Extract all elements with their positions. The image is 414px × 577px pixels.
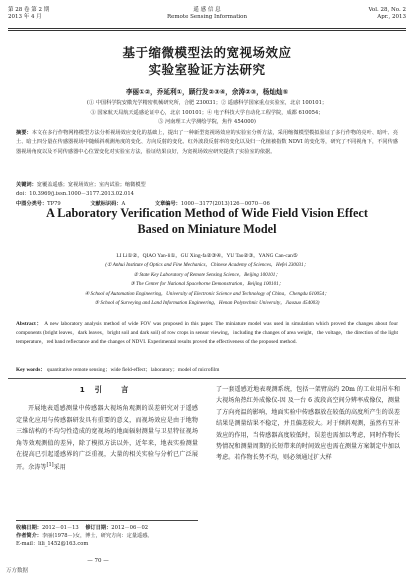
email-label: E-mail： [16, 541, 39, 548]
keywords-en-label: Key words： [16, 367, 46, 373]
volume-issue: 第 28 卷 第 2 期 [8, 7, 50, 13]
affiliations-cn [0, 99, 414, 128]
section-heading-introduction [16, 384, 198, 395]
doc-code-value: A [121, 200, 126, 207]
affiliation-en-3: ③ The Center for National Spaceborne Demonstration，Beijing 100101； [130, 281, 284, 287]
affiliation-en-4: ④ School of Automation Engineering，University of Electronic Science and Technology of China，Chengdu 610054； [84, 290, 330, 297]
footnote-email [16, 540, 198, 548]
email-value: lili_1452@163.com [38, 541, 89, 548]
footnote [16, 520, 198, 549]
affiliation-cn-2: ③ 国家航天局航天遥感论证中心，北京 100101；④ 电子科技大学自动化工程学院，成都 610054； [90, 109, 324, 116]
volume-issue-en: Vol. 28, No. 2 [368, 7, 406, 13]
watermark: 万方数据 [6, 568, 29, 574]
intro-paragraph-left [16, 403, 198, 473]
author-bio: 李丽(1978－)女，博士，研究方向：定量遥感。 [41, 533, 153, 540]
abstract-cn-label: 摘要： [16, 130, 32, 136]
body-left-column [16, 384, 198, 474]
affiliation-cn-1: (① 中国科学院安徽光学精密机械研究所，合肥 230031；② 遥感科学国家重点实验室，北京 100101； [86, 100, 328, 106]
issue-info-en [368, 7, 406, 21]
section-title: 引 言 [94, 385, 135, 394]
meta-cn [16, 181, 398, 209]
section-divider [8, 378, 406, 379]
header-rule [8, 30, 406, 31]
intro-text-right: 了一套遥感近地表观测系统，包括一架臂高约 20m 的工业用吊车和大视场角热红外成像仪-因 及一台 6 波段高空间分辨率成像仪，测量了方向亮温的影响，地面实验中传感器放在较低的高度所产生的误差结果是测量结果不稳定，并且偏差较大。对于倾斜观测，虽然有互补效应的作用，当传感器高度较低时，误差也需加以考虑，同时作物长势情况和测量周期的长短带来的时间效应也需在测量方案制定中加以考虑。若作物长势不均，则必须通过扩大样 [216, 386, 400, 462]
author-label: 作者简介： [16, 533, 42, 540]
authors-cn: 李丽①②，乔延利①，顾行发②③④，余涛②③，杨灿灿⑤ [125, 88, 289, 96]
footnote-author [16, 532, 198, 540]
footnote-dates [16, 524, 198, 532]
article-no-label: 文章编号： [154, 200, 181, 207]
title-en-line2: Based on Miniature Model [137, 221, 277, 236]
keywords-cn-text: 宽覆盖遥感；宽视场效应；室内试验；缩微模型 [36, 182, 146, 188]
revised-label: 修订日期： [85, 525, 112, 531]
affiliation-en-5: ⑤ School of Surveying and Land Information Engineering，Henan Polytechnic University，Jiaozuo 454003) [94, 300, 320, 306]
journal-header [8, 6, 406, 29]
title-cn-line1: 基于缩微模型法的宽视场效应 [122, 45, 292, 60]
body-right-column [216, 384, 400, 464]
keywords-en [16, 365, 398, 373]
citation-ref: [1] [46, 462, 54, 469]
keywords-cn [16, 181, 398, 190]
section-number: 1 [79, 385, 85, 394]
abstract-en [16, 320, 398, 348]
received-date: 2012－01－13 [41, 525, 79, 531]
affiliations-en [12, 261, 402, 309]
title-cn-line2: 实验室验证方法研究 [148, 62, 266, 77]
doc-code-label: 文献标识码： [90, 200, 122, 207]
page-number: — 70 — [87, 558, 109, 564]
title-cn [0, 44, 414, 78]
abstract-en-label: Abstract： [16, 321, 43, 327]
journal-name [8, 7, 406, 21]
affiliation-cn-3: ⑤ 河南理工大学测绘学院，焦作 454000) [158, 119, 256, 125]
received-label: 收稿日期： [16, 525, 42, 531]
intro-text-left: 开展地表遥感测量中传感器大视场角观测的误差研究对于遥感定量化应用与传感器研发具有重要的意义，而视场效应是由于地物三维结构的不均匀性造成的宽视场的地面辐射测量与卫星特征视场角等效观测值的差异，除了模拟方法以外，近年来，地表实验测量在提高已引起遥感界的广泛重视，大量的相关实验与分析已广泛展开。余涛等 [16, 405, 198, 472]
keywords-en-text: quantitative remote sensing；wide field-effect；laboratory；model of microfilm [46, 367, 220, 373]
issue-date: 2013 年 4 月 [8, 14, 42, 20]
authors-en: LI Li①②，QIAO Yan-li①，GU Xing-fa②③④，YU Tao②③，YANG Can-can⑤ [116, 253, 298, 259]
title-en [0, 206, 414, 237]
clc-label: 中图分类号： [16, 200, 48, 207]
issue-date-en: Apr., 2013 [377, 14, 406, 20]
revised-date: 2012－06－02 [111, 525, 149, 531]
abstract-cn-text: 本文在多行作物网格模型方法分析视场效应变化的基础上，提出了一种新型宽视场效应的实验室分析方法，采用缩微模型模拟验证了多行作物的亮叶、暗叶、亮土、暗土四分量在传感器视场中随倾斜观测角度的变化、方向反射的变化、红外波段反射率的变化以及归一化植被指数 NDVI 的变化等，研究了不同视角下，不同传感器视场角度以及不同传感器中心位置变化对实验室方法，验证结果良好，为宽视场效应研究提供了实验室的依据。 [16, 130, 398, 155]
keywords-cn-label: 关键词： [16, 182, 37, 188]
abstract-en-text: A new laboratory analysis method of wide FOV was proposed in this paper. The miniature model was used in simulation which proved the changes about four components (bright leaves，dark leaves，bright soil and dark soil) of row crops in sensor viewing，including the changes of area weight，the voltage，the direction of the light temperature，red band reflectance and the changes of NDVI. Experimental results proved the effectiveness of the proposed method. [16, 321, 398, 346]
journal-name-en: Remote Sensing Information [166, 14, 248, 20]
affiliation-en-2: ② State Key Laboratory of Remote Sensing Science，Beijing 100101； [133, 271, 281, 278]
intro-text-left-tail: 采用 [53, 464, 66, 472]
affiliation-en-1: (① Anhui Institute of Optics and Fine Mechanics，Chinese Academy of Sciences，Hefei 230031； [105, 262, 309, 268]
clc-value: TP79 [47, 200, 61, 207]
journal-name-cn: 遥 感 信 息 [193, 7, 221, 13]
doi: doi：10.3969/j.issn.1000－3177.2013.02.014 [16, 191, 134, 198]
article-no-value: 1000－3177(2013)126－0070－06 [180, 200, 270, 207]
abstract-cn [16, 129, 398, 157]
title-en-line1: A Laboratory Verification Method of Wide Field Vision Effect [46, 206, 368, 220]
